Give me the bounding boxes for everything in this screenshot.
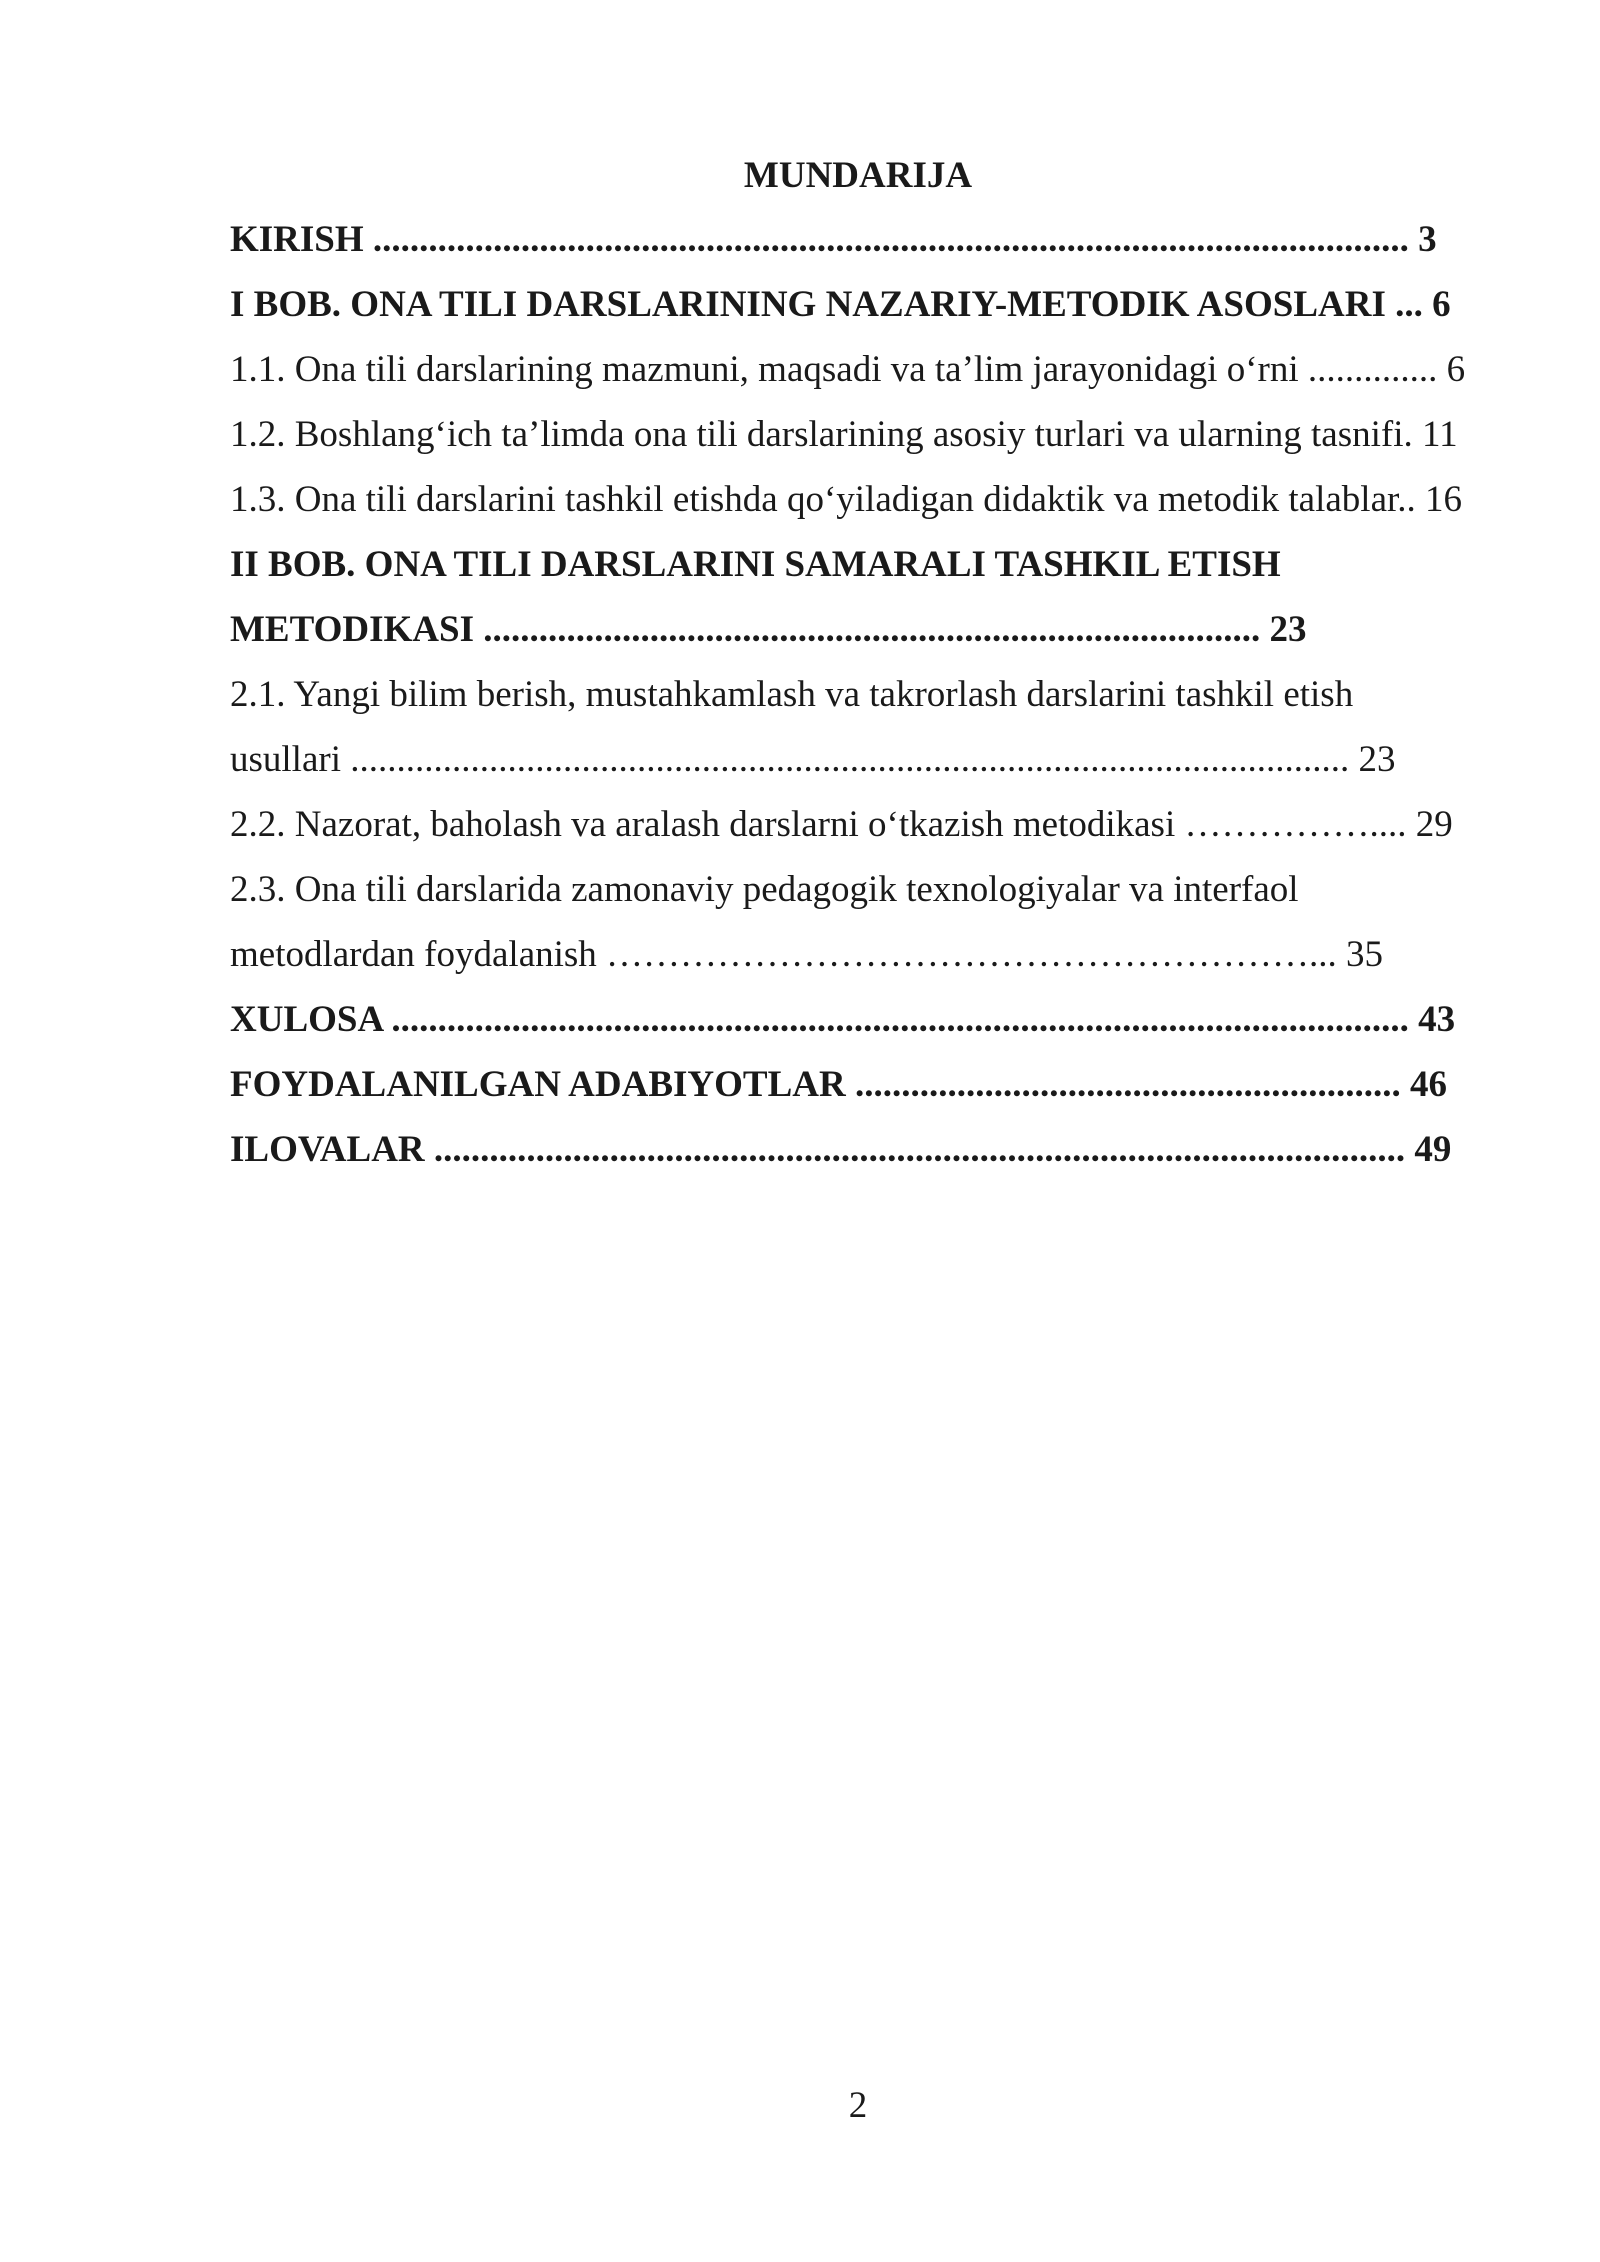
table-of-contents — [230, 207, 1485, 1182]
toc-line: XULOSA .............................................................................................................. 43 — [230, 999, 1456, 1040]
toc-line: METODIKASI .................................................................................... 23 — [230, 609, 1307, 650]
toc-line: 2.2. Nazorat, baholash va aralash darslarni o‘tkazish metodikasi …………….... 29 — [230, 804, 1453, 845]
toc-line: 1.1. Ona tili darslarining mazmuni, maqsadi va ta’lim jarayonidagi o‘rni .............. 6 — [230, 349, 1466, 390]
toc-title: MUNDARIJA — [743, 155, 973, 196]
toc-line: FOYDALANILGAN ADABIYOTLAR ........................................................... 46 — [230, 1064, 1447, 1105]
toc-line: 1.2. Boshlang‘ich ta’limda ona tili darslarining asosiy turlari va ularning tasnifi. 11 — [230, 414, 1458, 455]
toc-line: KIRISH ................................................................................................................ 3 — [230, 219, 1437, 260]
toc-line: II BOB. ONA TILI DARSLARINI SAMARALI TASHKIL ETISH — [230, 544, 1281, 585]
toc-line: 1.3. Ona tili darslarini tashkil etishda qo‘yiladigan didaktik va metodik talablar.. 16 — [230, 479, 1463, 520]
toc-line: 2.1. Yangi bilim berish, mustahkamlash va takrorlash darslarini tashkil etish — [230, 674, 1354, 715]
toc-line: ILOVALAR ......................................................................................................... 49 — [230, 1129, 1452, 1170]
toc-line: metodlardan foydalanish …………………………………………………... 35 — [230, 934, 1384, 975]
toc-line: I BOB. ONA TILI DARSLARINING NAZARIY-METODIK ASOSLARI ... 6 — [230, 284, 1451, 325]
page-number: 2 — [848, 2085, 868, 2126]
toc-line: 2.3. Ona tili darslarida zamonaviy pedagogik texnologiyalar va interfaol — [230, 869, 1299, 910]
toc-line: usullari ............................................................................................................ 23 — [230, 739, 1396, 780]
